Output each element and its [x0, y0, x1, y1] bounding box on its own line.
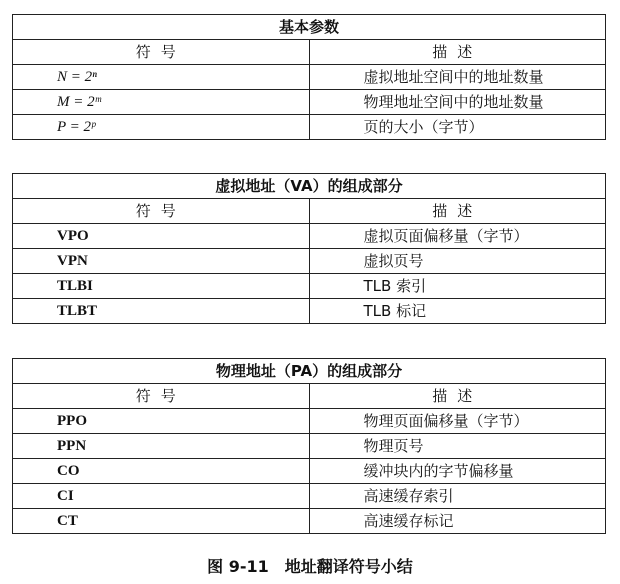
description-cell: 虚拟地址空间中的地址数量: [309, 65, 606, 90]
symbol-cell: P = 2ᵖ: [13, 115, 310, 140]
description-cell: 物理地址空间中的地址数量: [309, 90, 606, 115]
table-row: [13, 434, 606, 459]
description-column-header: 描述: [309, 40, 606, 65]
symbol-cell: VPO: [13, 224, 310, 249]
symbol-cell: PPO: [13, 409, 310, 434]
table-title: 基本参数: [13, 15, 606, 40]
table-row: [13, 299, 606, 324]
figure-number: 图 9-11: [207, 557, 269, 576]
table-row: [13, 509, 606, 534]
symbol-cell: N = 2ⁿ: [13, 65, 310, 90]
figure-caption: [0, 554, 620, 577]
table-title: 虚拟地址（VA）的组成部分: [13, 174, 606, 199]
description-cell: 物理页号: [309, 434, 606, 459]
symbol-cell: VPN: [13, 249, 310, 274]
table-row: [13, 409, 606, 434]
figure-caption-text: 地址翻译符号小结: [284, 557, 413, 576]
symbol-column-header: 符号: [13, 384, 310, 409]
description-cell: TLB 索引: [309, 274, 606, 299]
description-cell: 缓冲块内的字节偏移量: [309, 459, 606, 484]
symbol-cell: TLBT: [13, 299, 310, 324]
description-column-header: 描述: [309, 199, 606, 224]
symbol-cell: M = 2ᵐ: [13, 90, 310, 115]
basic-params-table: [12, 14, 606, 140]
symbol-cell: TLBI: [13, 274, 310, 299]
virtual-address-table: [12, 173, 606, 324]
table-row: [13, 224, 606, 249]
symbol-column-header: 符号: [13, 40, 310, 65]
description-cell: 高速缓存索引: [309, 484, 606, 509]
table-row: [13, 249, 606, 274]
symbol-cell: CI: [13, 484, 310, 509]
table-row: [13, 90, 606, 115]
table-row: [13, 459, 606, 484]
physical-address-table: [12, 358, 606, 534]
table-row: [13, 65, 606, 90]
symbol-cell: CT: [13, 509, 310, 534]
symbol-cell: CO: [13, 459, 310, 484]
description-cell: 高速缓存标记: [309, 509, 606, 534]
description-cell: 虚拟页号: [309, 249, 606, 274]
symbol-cell: PPN: [13, 434, 310, 459]
description-column-header: 描述: [309, 384, 606, 409]
description-cell: TLB 标记: [309, 299, 606, 324]
table-row: [13, 115, 606, 140]
symbol-column-header: 符号: [13, 199, 310, 224]
description-cell: 物理页面偏移量（字节）: [309, 409, 606, 434]
table-row: [13, 274, 606, 299]
table-title: 物理地址（PA）的组成部分: [13, 359, 606, 384]
table-row: [13, 484, 606, 509]
description-cell: 虚拟页面偏移量（字节）: [309, 224, 606, 249]
description-cell: 页的大小（字节）: [309, 115, 606, 140]
